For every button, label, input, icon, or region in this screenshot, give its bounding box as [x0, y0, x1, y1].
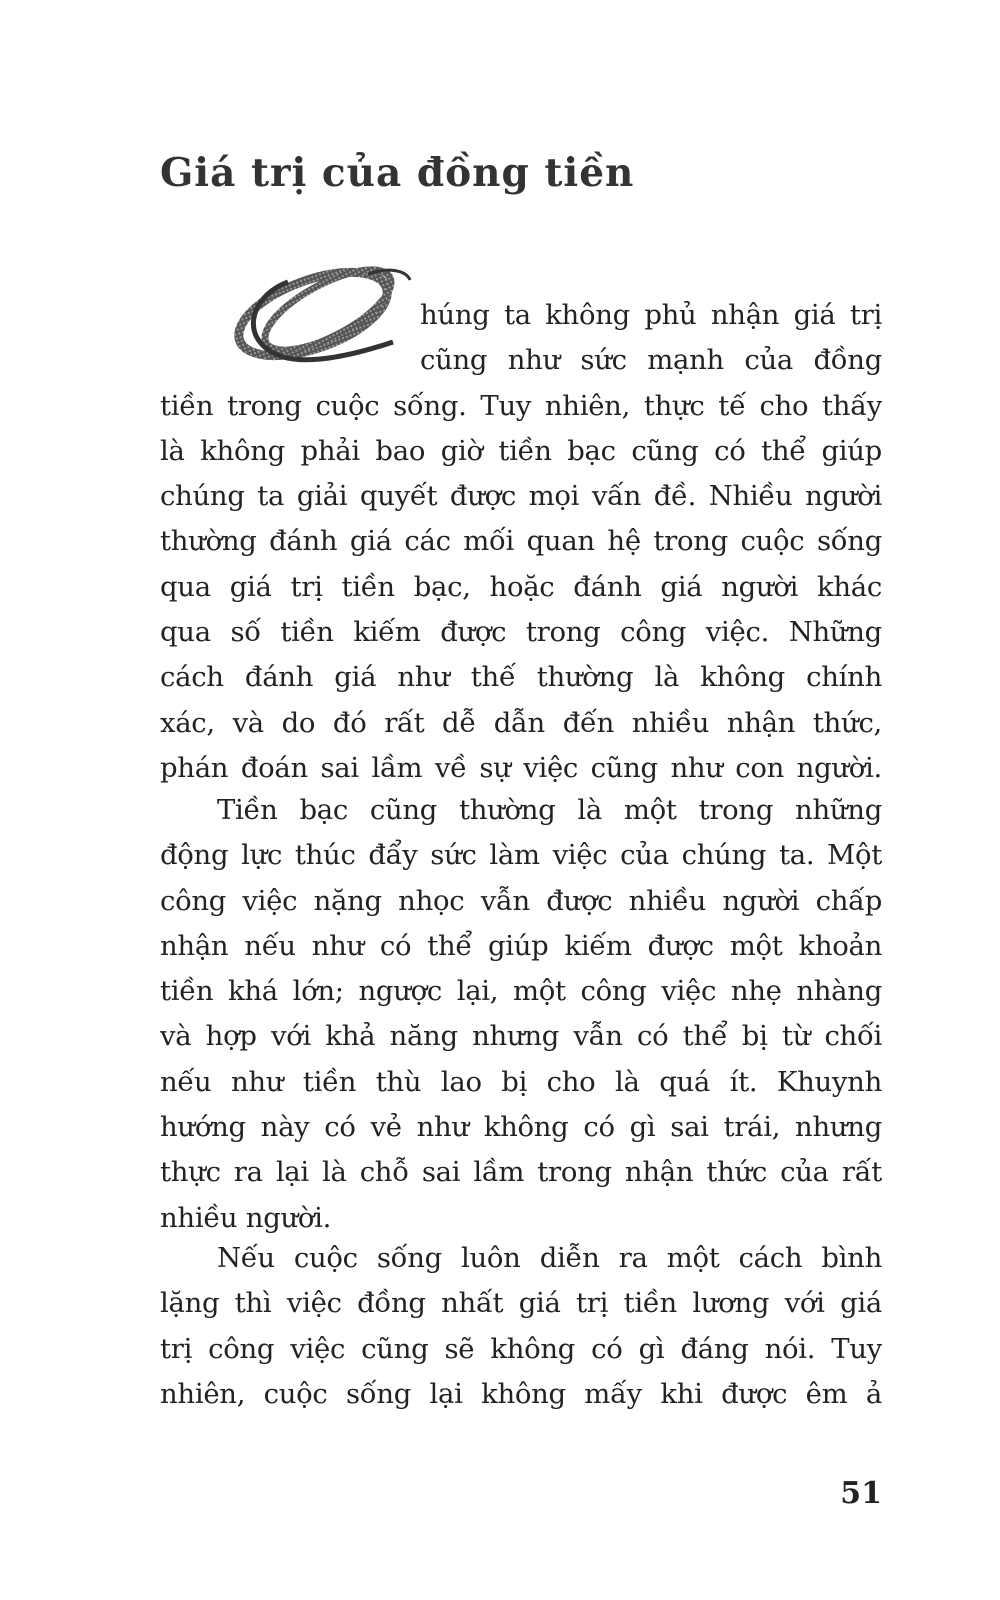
text-line: nhận nếu như có thể giúp kiếm được một khoản	[160, 929, 882, 962]
text-line: Nếu cuộc sống luôn diễn ra một cách bình	[217, 1242, 882, 1274]
text-line: xác, và do đó rất dễ dẫn đến nhiều nhận thức,	[160, 706, 882, 739]
text-line: cũng như sức mạnh của đồng	[420, 344, 882, 377]
chapter-title: Giá trị của đồng tiền	[160, 150, 635, 196]
text-line: lặng thì việc đồng nhất giá trị tiền lương với giá	[160, 1287, 882, 1320]
text-line: và hợp với khả năng nhưng vẫn có thể bị từ chối	[160, 1020, 882, 1053]
text-line: là không phải bao giờ tiền bạc cũng có thể giúp	[160, 434, 882, 467]
text-line: cách đánh giá như thế thường là không chính	[160, 661, 882, 694]
text-line: Tiền bạc cũng thường là một trong những	[217, 794, 882, 826]
text-line: thực ra lại là chỗ sai lầm trong nhận thức của rất	[160, 1156, 882, 1189]
text-line: qua số tiền kiếm được trong công việc. Những	[160, 616, 882, 649]
text-line: tiền trong cuộc sống. Tuy nhiên, thực tế cho thấy	[160, 389, 882, 422]
text-line: trị công việc cũng sẽ không có gì đáng nói. Tuy	[160, 1332, 882, 1365]
text-line: thường đánh giá các mối quan hệ trong cuộc sống	[160, 525, 882, 558]
text-line: hướng này có vẻ như không có gì sai trái, nhưng	[160, 1111, 882, 1144]
text-line: tiền khá lớn; ngược lại, một công việc nhẹ nhàng	[160, 975, 882, 1008]
text-line: phán đoán sai lầm về sự việc cũng như con người.	[160, 751, 882, 784]
paragraph-3	[160, 1236, 882, 1417]
paragraph-2	[160, 788, 882, 1241]
text-line: húng ta không phủ nhận giá trị	[420, 299, 882, 331]
text-line: qua giá trị tiền bạc, hoặc đánh giá người khác	[160, 570, 882, 603]
page-number: 51	[840, 1476, 882, 1511]
paragraph-1	[160, 293, 882, 791]
text-line: công việc nặng nhọc vẫn được nhiều người chấp	[160, 884, 882, 917]
text-line: nếu như tiền thù lao bị cho là quá ít. Khuynh	[160, 1065, 882, 1098]
text-line: chúng ta giải quyết được mọi vấn đề. Nhiều người	[160, 480, 882, 513]
text-line: nhiều người.	[160, 1201, 332, 1234]
text-line: nhiên, cuộc sống lại không mấy khi được êm ả	[160, 1377, 882, 1410]
text-line: động lực thúc đẩy sức làm việc của chúng ta. Một	[160, 839, 882, 872]
